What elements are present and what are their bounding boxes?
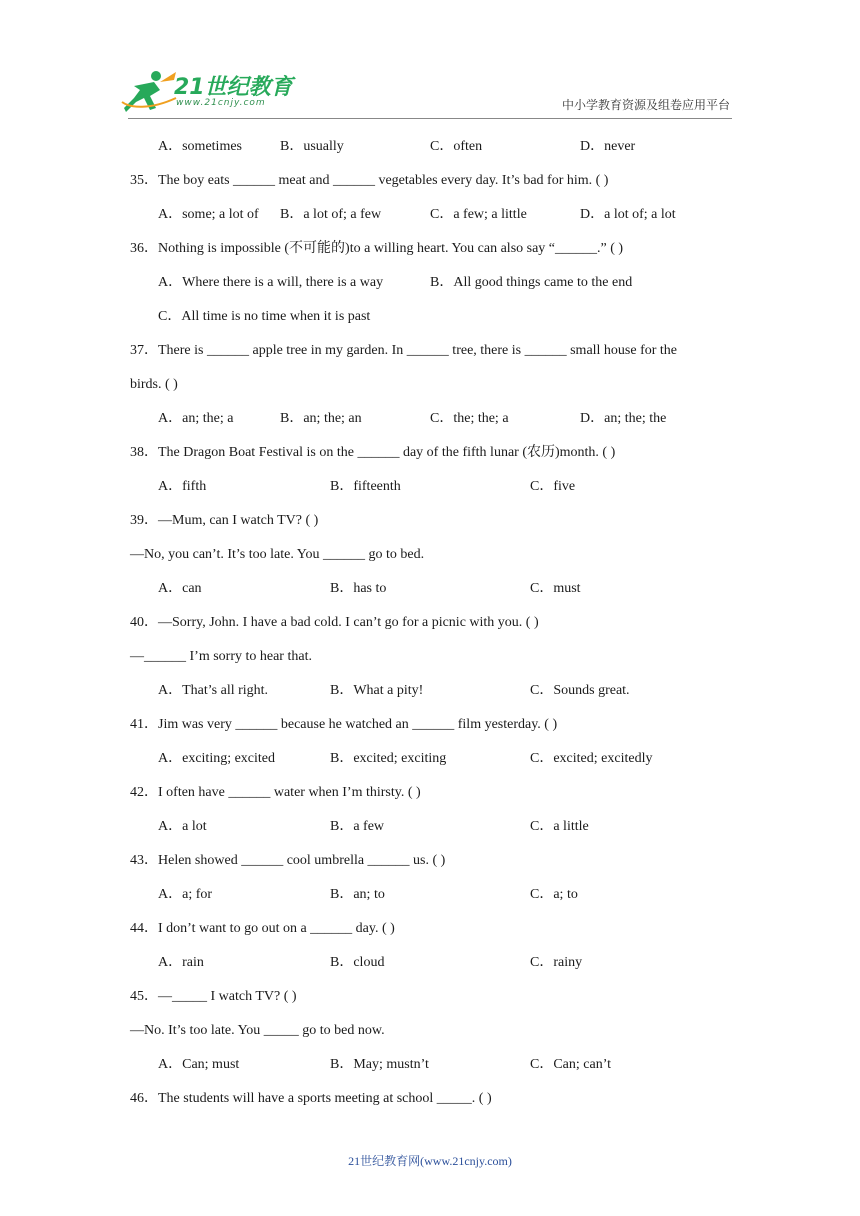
option-b[interactable]: B．fifteenth xyxy=(330,479,401,494)
question-stem: 36．Nothing is impossible (不可能的)to a willing heart. You can also say “______.” ( ) xyxy=(130,241,624,256)
option-b[interactable]: B．All good things came to the end xyxy=(430,275,633,290)
question-stem: 45．—_____ I watch TV? ( ) xyxy=(130,989,297,1004)
option-c[interactable]: C．Can; can’t xyxy=(530,1057,612,1072)
option-c[interactable]: C．All time is no time when it is past xyxy=(158,309,371,324)
option-a[interactable]: A．That’s all right. xyxy=(158,683,269,698)
option-a[interactable]: A．rain xyxy=(158,955,204,970)
option-c[interactable]: C．must xyxy=(530,581,581,596)
option-a[interactable]: A．exciting; excited xyxy=(158,751,276,766)
option-a[interactable]: A．a lot xyxy=(158,819,207,834)
question-stem: 35．The boy eats ______ meat and ______ vegetables every day. It’s bad for him. ( ) xyxy=(130,173,609,188)
option-b[interactable]: B．What a pity! xyxy=(330,683,424,698)
question-stem: 42．I often have ______ water when I’m thirsty. ( ) xyxy=(130,785,421,800)
runner-logo-icon xyxy=(120,68,180,116)
option-a[interactable]: A．some; a lot of xyxy=(158,207,259,222)
option-d[interactable]: D．an; the; the xyxy=(580,411,667,426)
option-c[interactable]: C．a little xyxy=(530,819,589,834)
option-c[interactable]: C．rainy xyxy=(530,955,583,970)
option-c[interactable]: C．often xyxy=(430,139,483,154)
logo-text: 21世纪教育 xyxy=(174,75,293,100)
question-stem: 37．There is ______ apple tree in my garden. In ______ tree, there is ______ small house for the xyxy=(130,343,678,358)
option-b[interactable]: B．cloud xyxy=(330,955,385,970)
option-b[interactable]: B．a few xyxy=(330,819,385,834)
logo-url: www.21cnjy.com xyxy=(176,98,266,108)
question-stem: 39．—Mum, can I watch TV? ( ) xyxy=(130,513,319,528)
question-stem: 44．I don’t want to go out on a ______ day. ( ) xyxy=(130,921,395,936)
option-b[interactable]: B．has to xyxy=(330,581,387,596)
option-b[interactable]: B．usually xyxy=(280,139,344,154)
option-a[interactable]: A．Can; must xyxy=(158,1057,240,1072)
option-a[interactable]: A．a; for xyxy=(158,887,213,902)
dialogue-reply: —No. It’s too late. You _____ go to bed now. xyxy=(130,1023,385,1038)
question-stem: 46．The students will have a sports meeting at school _____. ( ) xyxy=(130,1091,492,1106)
option-a[interactable]: A．sometimes xyxy=(158,139,242,154)
dialogue-reply: —______ I’m sorry to hear that. xyxy=(130,649,312,664)
option-c[interactable]: C．excited; excitedly xyxy=(530,751,653,766)
question-stem-continued: birds. ( ) xyxy=(130,377,178,392)
page-footer: 21世纪教育网(www.21cnjy.com) xyxy=(348,1154,512,1168)
option-b[interactable]: B．an; to xyxy=(330,887,385,902)
option-b[interactable]: B．excited; exciting xyxy=(330,751,447,766)
platform-name: 中小学教育资源及组卷应用平台 xyxy=(561,98,730,112)
question-stem: 40．—Sorry, John. I have a bad cold. I can’t go for a picnic with you. ( ) xyxy=(130,615,539,630)
option-c[interactable]: C．a; to xyxy=(530,887,578,902)
dialogue-reply: —No, you can’t. It’s too late. You ______ go to bed. xyxy=(130,547,425,562)
option-c[interactable]: C．five xyxy=(530,479,576,494)
option-b[interactable]: B．May; mustn’t xyxy=(330,1057,429,1072)
question-stem: 38．The Dragon Boat Festival is on the ______ day of the fifth lunar (农历)month. ( ) xyxy=(130,445,616,460)
option-c[interactable]: C．the; the; a xyxy=(430,411,509,426)
option-a[interactable]: A．can xyxy=(158,581,202,596)
header-divider xyxy=(128,118,732,119)
option-c[interactable]: C．Sounds great. xyxy=(530,683,630,698)
question-stem: 41．Jim was very ______ because he watched an ______ film yesterday. ( ) xyxy=(130,717,558,732)
option-b[interactable]: B．a lot of; a few xyxy=(280,207,382,222)
option-b[interactable]: B．an; the; an xyxy=(280,411,362,426)
question-stem: 43．Helen showed ______ cool umbrella ______ us. ( ) xyxy=(130,853,446,868)
option-a[interactable]: A．Where there is a will, there is a way xyxy=(158,275,384,290)
option-d[interactable]: D．never xyxy=(580,139,636,154)
option-a[interactable]: A．fifth xyxy=(158,479,207,494)
option-a[interactable]: A．an; the; a xyxy=(158,411,234,426)
site-logo[interactable] xyxy=(120,68,300,116)
option-c[interactable]: C．a few; a little xyxy=(430,207,527,222)
page-header xyxy=(0,0,860,125)
option-d[interactable]: D．a lot of; a lot xyxy=(580,207,676,222)
